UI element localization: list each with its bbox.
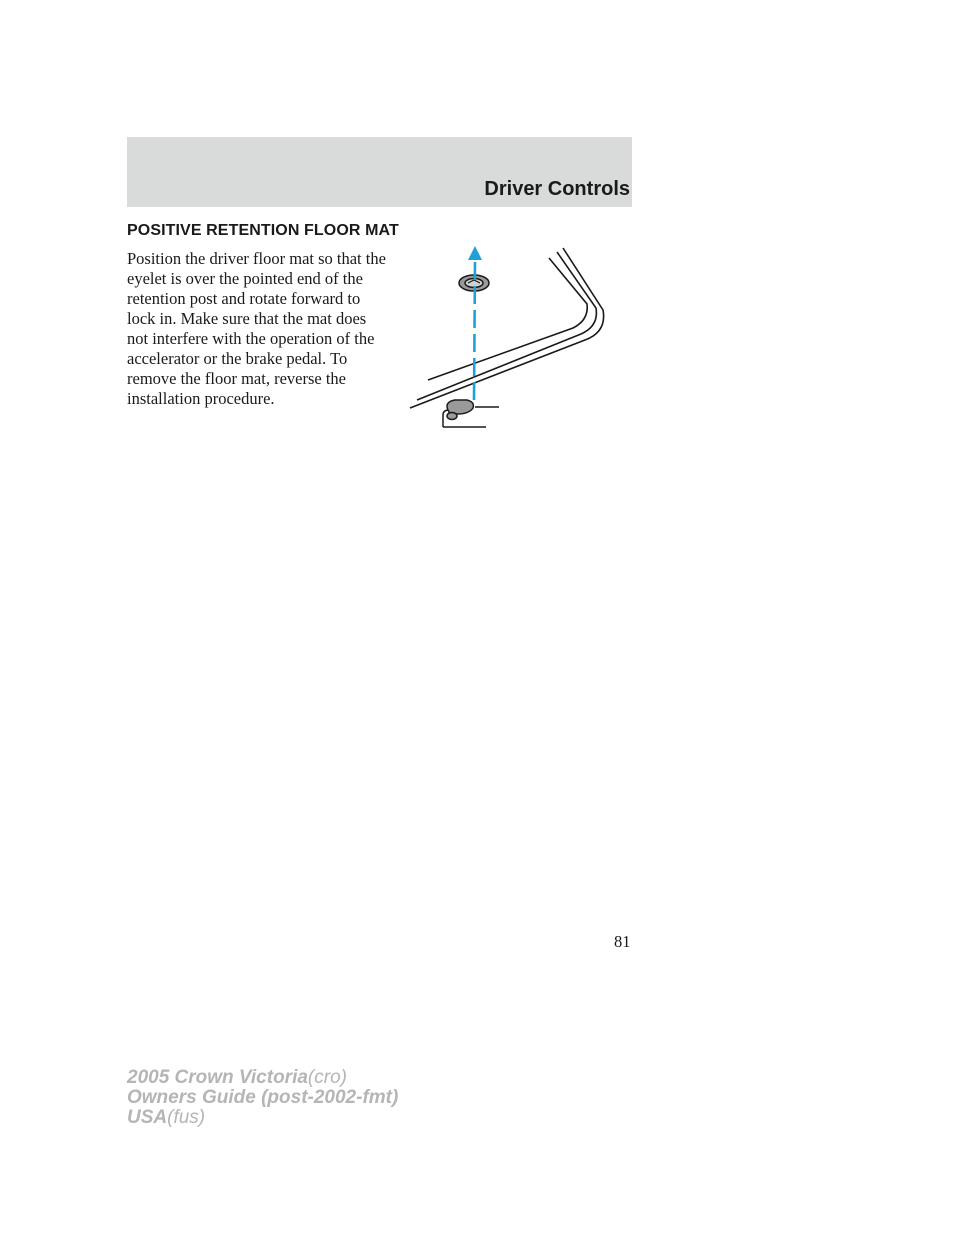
document-footer [127,1068,398,1128]
footer-line-2: Owners Guide (post-2002-fmt) [127,1087,399,1108]
mat-edge-middle [417,252,596,400]
retention-post [443,400,499,427]
floor-mat-outline [410,248,604,408]
footer-line-1: 2005 Crown Victoria(cro) [127,1067,347,1088]
section-title: Driver Controls [484,178,630,200]
mat-edge-inner [428,258,587,380]
floor-mat-diagram [405,240,620,435]
instruction-paragraph: Position the driver floor mat so that the eyelet is over the pointed end of the retention post and rotate forward to lock in. Make sure that the mat does not interfere with the operation of the accelerator or the brake pedal. To remove the floor mat, reverse the installation procedure. [127,249,386,408]
header-band [127,137,632,207]
page-number: 81 [614,932,631,951]
footer-line-3: USA(fus) [127,1107,206,1128]
section-heading: POSITIVE RETENTION FLOOR MAT [127,222,399,239]
